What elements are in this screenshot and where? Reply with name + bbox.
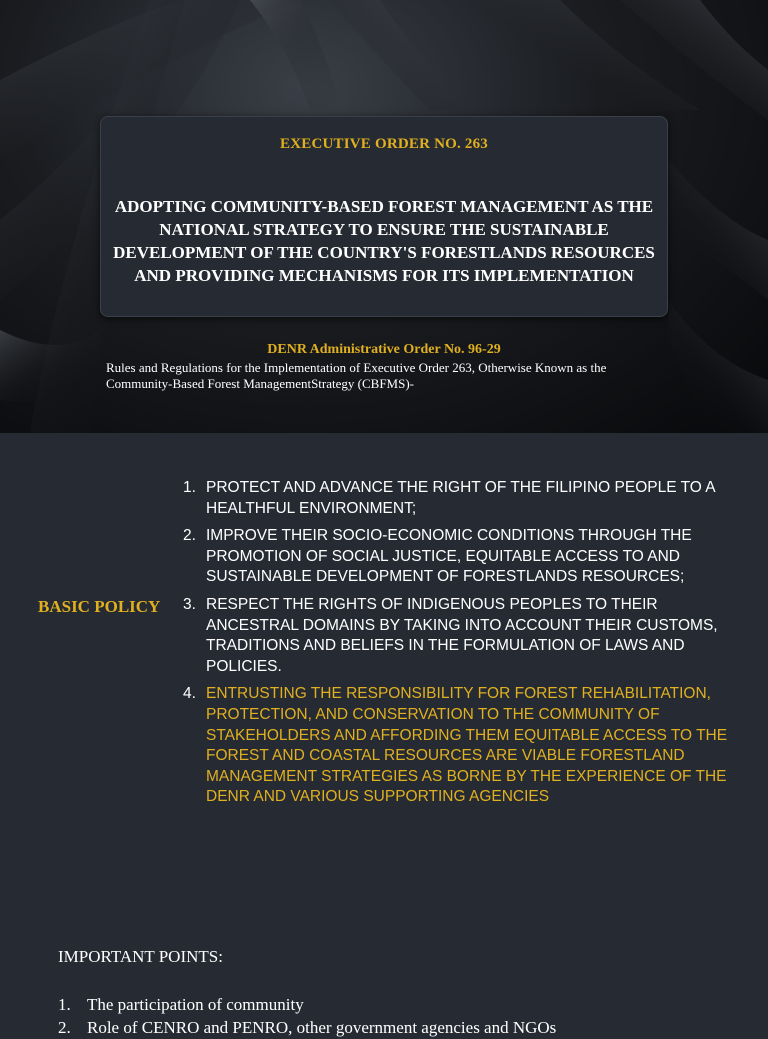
- policy-item-number: 3.: [183, 595, 196, 613]
- executive-order-number: EXECUTIVE ORDER NO. 263: [280, 136, 488, 152]
- policy-item-number: 1.: [183, 479, 196, 496]
- title-box: [100, 116, 668, 317]
- policy-item: [180, 478, 732, 519]
- policy-item: [180, 526, 732, 588]
- executive-order-title: ADOPTING COMMUNITY-BASED FOREST MANAGEMENT AS THE NATIONAL STRATEGY TO ENSURE THE SUSTAINABLE DEVELOPMENT OF THE COUNTRY'S FORESTLANDS RESOURCES AND PROVIDING MECHANISMS FOR ITS IMPLEMENTATION: [113, 197, 655, 285]
- policy-item: [180, 595, 732, 677]
- policy-item-number: 2.: [183, 527, 196, 545]
- basic-policy-slide: [0, 433, 768, 923]
- important-point-item: [58, 1016, 556, 1039]
- denr-order-description: Rules and Regulations for the Implementation of Executive Order 263, Otherwise Known as the Community-Based Forest ManagementStrategy (CBFMS)-: [106, 360, 607, 391]
- important-point-number: 2.: [58, 1018, 71, 1037]
- policy-item-text: RESPECT THE RIGHTS OF INDIGENOUS PEOPLES TO THEIR ANCESTRAL DOMAINS BY TAKING INTO ACCOUNT THEIR CUSTOMS, TRADITIONS AND BELIEFS IN THE FORMULATION OF LAWS AND POLICIES.: [206, 595, 718, 675]
- policy-item-number: 4.: [183, 685, 196, 703]
- important-point-item: [58, 993, 556, 1016]
- important-points-heading: IMPORTANT POINTS:: [58, 947, 223, 966]
- important-point-text: The participation of community: [87, 995, 304, 1014]
- denr-order-title: DENR Administrative Order No. 96-29: [267, 342, 501, 357]
- basic-policy-heading: BASIC POLICY: [38, 597, 161, 616]
- important-points-slide: [0, 923, 768, 1037]
- important-point-number: 1.: [58, 995, 71, 1014]
- policy-item-text: IMPROVE THEIR SOCIO-ECONOMIC CONDITIONS THROUGH THE PROMOTION OF SOCIAL JUSTICE, EQUITABLE ACCESS TO AND SUSTAINABLE DEVELOPMENT OF FORESTLANDS RESOURCES;: [206, 527, 692, 586]
- important-points-list: [58, 993, 556, 1039]
- policy-item-highlighted: [180, 684, 732, 808]
- policy-list: [180, 478, 732, 815]
- policy-item-text: ENTRUSTING THE RESPONSIBILITY FOR FOREST REHABILITATION, PROTECTION, AND CONSERVATION TO THE COMMUNITY OF STAKEHOLDERS AND AFFORDING THEM EQUITABLE ACCESS TO THE FOREST AND COASTAL RESOURCES ARE VIABLE FORESTLAND MANAGEMENT STRATEGIES AS BORNE BY THE EXPERIENCE OF THE DENR AND VARIOUS SUPPORTING AGENCIES: [206, 685, 728, 806]
- important-point-text: Role of CENRO and PENRO, other government agencies and NGOs: [87, 1018, 557, 1037]
- policy-item-text: PROTECT AND ADVANCE THE RIGHT OF THE FILIPINO PEOPLE TO A HEALTHFUL ENVIRONMENT;: [206, 479, 715, 517]
- title-slide: [0, 0, 768, 433]
